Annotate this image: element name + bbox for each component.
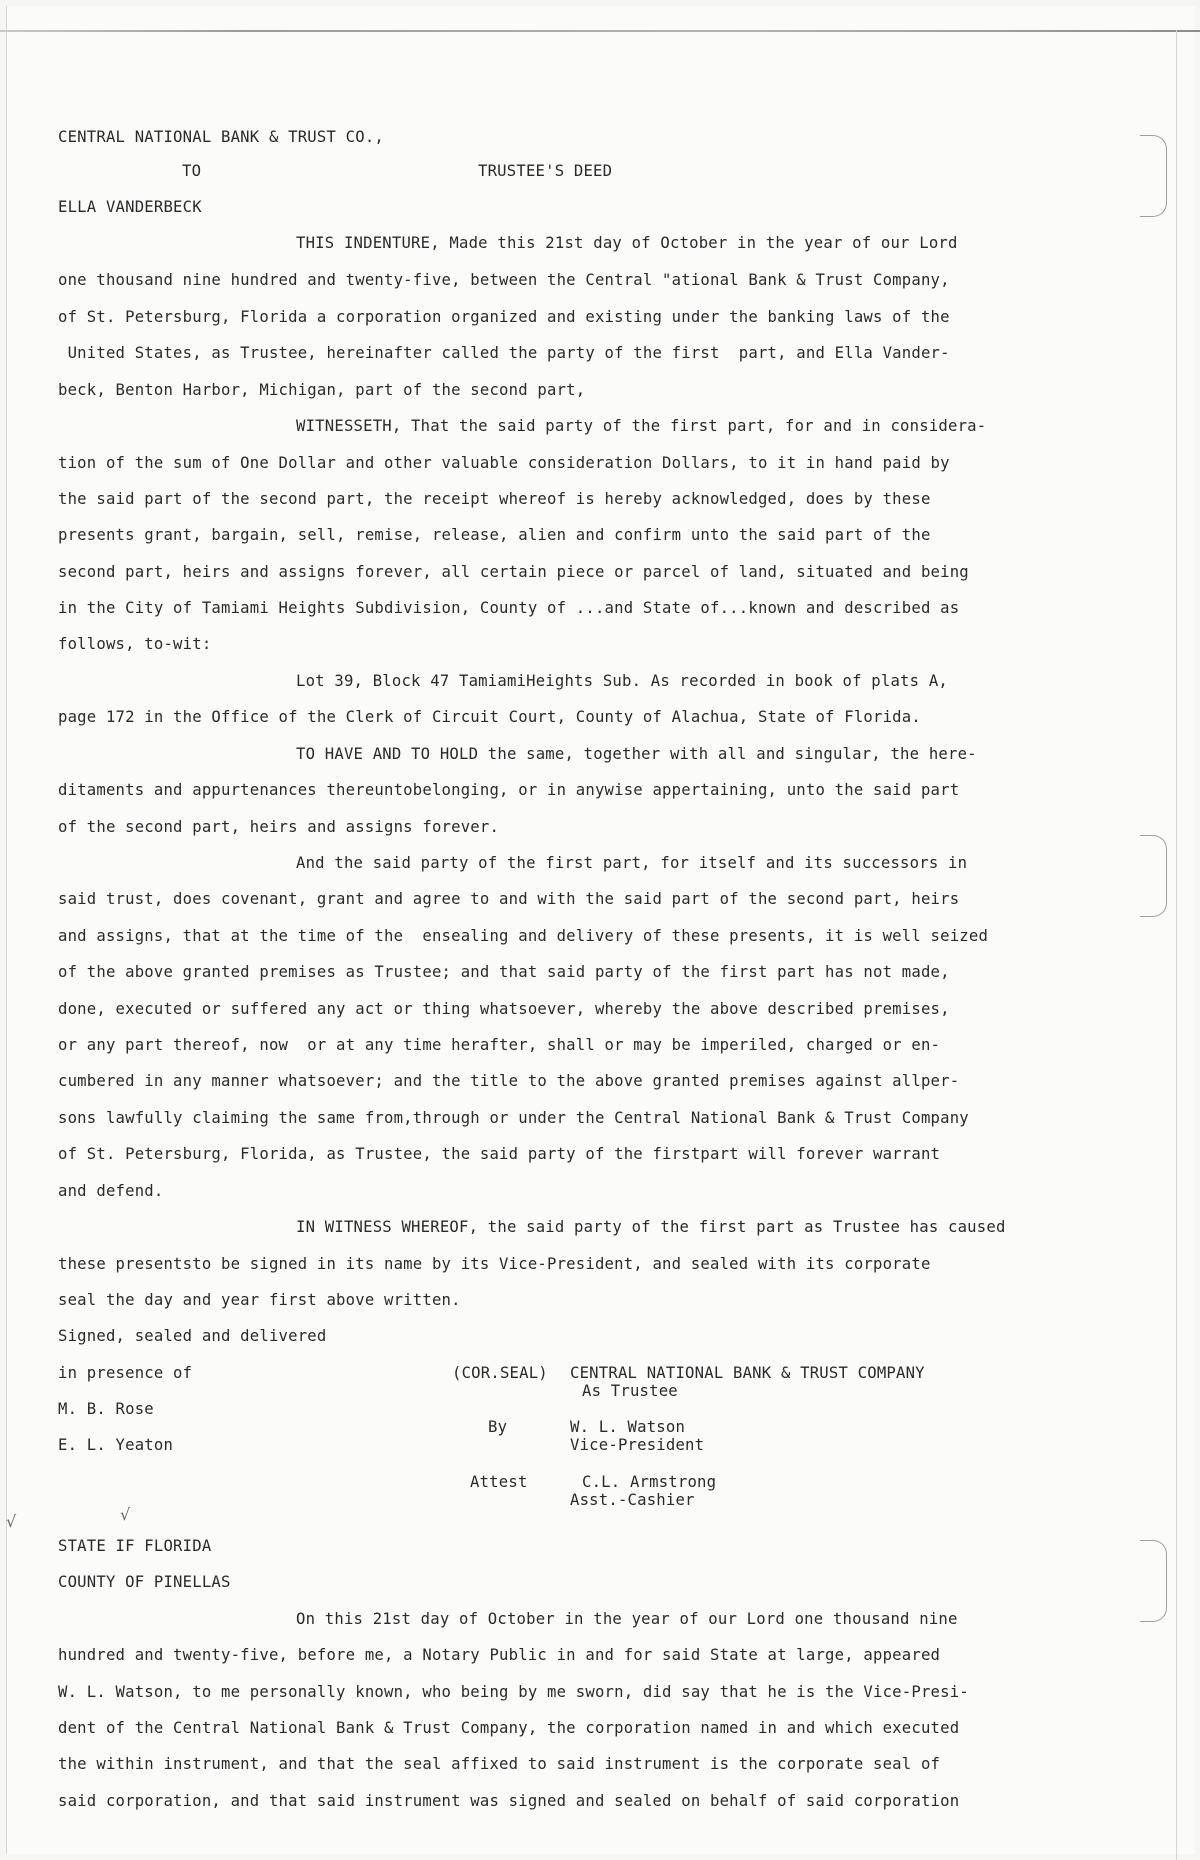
body-line: said trust, does covenant, grant and agree to and with the said part of the second part, heirs [58, 890, 960, 908]
body-line: of the second part, heirs and assigns forever. [58, 818, 500, 836]
body-line: ditaments and appurtenances thereuntobelonging, or in anywise appertaining, unto the said part [58, 781, 960, 799]
body-line: tion of the sum of One Dollar and other valuable consideration Dollars, to it in hand paid by [58, 454, 950, 472]
corporate-seal-label: (COR.SEAL) [452, 1364, 548, 1382]
body-line: in the City of Tamiami Heights Subdivision, County of ...and State of...known and described as [58, 599, 960, 617]
signed-sealed-label: Signed, sealed and delivered [58, 1327, 327, 1345]
body-line: beck, Benton Harbor, Michigan, part of the second part, [58, 381, 586, 399]
property-description: Lot 39, Block 47 TamiamiHeights Sub. As recorded in book of plats A, [296, 672, 948, 690]
witness-name: M. B. Rose [58, 1400, 154, 1418]
signer-name: W. L. Watson [570, 1418, 686, 1436]
body-line: TO HAVE AND TO HOLD the same, together with all and singular, the here- [296, 745, 977, 763]
presence-label: in presence of [58, 1364, 193, 1382]
body-line: second part, heirs and assigns forever, all certain piece or parcel of land, situated and being [58, 563, 969, 581]
attest-label: Attest [470, 1473, 528, 1491]
company-signature-name: CENTRAL NATIONAL BANK & TRUST COMPANY [570, 1364, 925, 1382]
body-line: of St. Petersburg, Florida a corporation organized and existing under the banking laws of the [58, 308, 950, 326]
body-line: sons lawfully claiming the same from,through or under the Central National Bank & Trust Company [58, 1109, 969, 1127]
body-line: THIS INDENTURE, Made this 21st day of October in the year of our Lord [296, 234, 958, 252]
check-mark-icon: √ [6, 1512, 17, 1531]
body-line: And the said party of the first part, for itself and its successors in [296, 854, 968, 872]
ack-line: W. L. Watson, to me personally known, who being by me sworn, did say that he is the Vice-Presi- [58, 1683, 969, 1701]
ack-line: dent of the Central National Bank & Trust Company, the corporation named in and which executed [58, 1719, 960, 1737]
ack-state: STATE IF FLORIDA [58, 1537, 212, 1555]
attest-title: Asst.-Cashier [570, 1491, 695, 1509]
body-line: done, executed or suffered any act or thing whatsoever, whereby the above described premises, [58, 1000, 950, 1018]
attest-name: C.L. Armstrong [582, 1473, 717, 1491]
document-title: TRUSTEE'S DEED [478, 162, 613, 180]
grantor-name: CENTRAL NATIONAL BANK & TRUST CO., [58, 128, 384, 146]
as-trustee-label: As Trustee [582, 1382, 678, 1400]
body-line: one thousand nine hundred and twenty-five, between the Central "ational Bank & Trust Company, [58, 271, 950, 289]
signer-title: Vice-President [570, 1436, 705, 1454]
property-description: page 172 in the Office of the Clerk of Circuit Court, County of Alachua, State of Florida. [58, 708, 921, 726]
body-line: follows, to-wit: [58, 635, 212, 653]
top-edge-line [0, 30, 1200, 32]
check-mark-icon: √ [120, 1505, 131, 1524]
body-line: the said part of the second part, the receipt whereof is hereby acknowledged, does by these [58, 490, 931, 508]
by-label: By [488, 1418, 508, 1436]
body-line: these presentsto be signed in its name by its Vice-President, and sealed with its corporate [58, 1255, 931, 1273]
body-line: of St. Petersburg, Florida, as Trustee, the said party of the firstpart will forever warrant [58, 1145, 941, 1163]
binder-ring-icon [1140, 1540, 1167, 1622]
ack-line: said corporation, and that said instrument was signed and sealed on behalf of said corporation [58, 1792, 960, 1810]
body-line: or any part thereof, now or at any time herafter, shall or may be imperiled, charged or en- [58, 1036, 941, 1054]
body-line: seal the day and year first above written. [58, 1291, 461, 1309]
to-label: TO [182, 162, 202, 180]
body-line: WITNESSETH, That the said party of the first part, for and in considera- [296, 417, 987, 435]
body-line: and assigns, that at the time of the ensealing and delivery of these presents, it is well seized [58, 927, 989, 945]
grantee-name: ELLA VANDERBECK [58, 198, 202, 216]
ack-line: hundred and twenty-five, before me, a Notary Public in and for said State at large, appeared [58, 1646, 941, 1664]
ack-line: On this 21st day of October in the year of our Lord one thousand nine [296, 1610, 958, 1628]
witness-name: E. L. Yeaton [58, 1436, 174, 1454]
binder-ring-icon [1140, 835, 1167, 917]
body-line: United States, as Trustee, hereinafter called the party of the first part, and Ella Vander- [58, 344, 950, 362]
body-line: and defend. [58, 1182, 164, 1200]
body-line: presents grant, bargain, sell, remise, release, alien and confirm unto the said part of the [58, 526, 931, 544]
body-line: IN WITNESS WHEREOF, the said party of the first part as Trustee has caused [296, 1218, 1006, 1236]
body-line: cumbered in any manner whatsoever; and the title to the above granted premises against allper- [58, 1072, 960, 1090]
binder-ring-icon [1140, 135, 1167, 217]
body-line: of the above granted premises as Trustee; and that said party of the first part has not made, [58, 963, 950, 981]
ack-line: the within instrument, and that the seal affixed to said instrument is the corporate seal of [58, 1755, 941, 1773]
ack-county: COUNTY OF PINELLAS [58, 1573, 231, 1591]
right-margin-line [1176, 30, 1177, 1860]
